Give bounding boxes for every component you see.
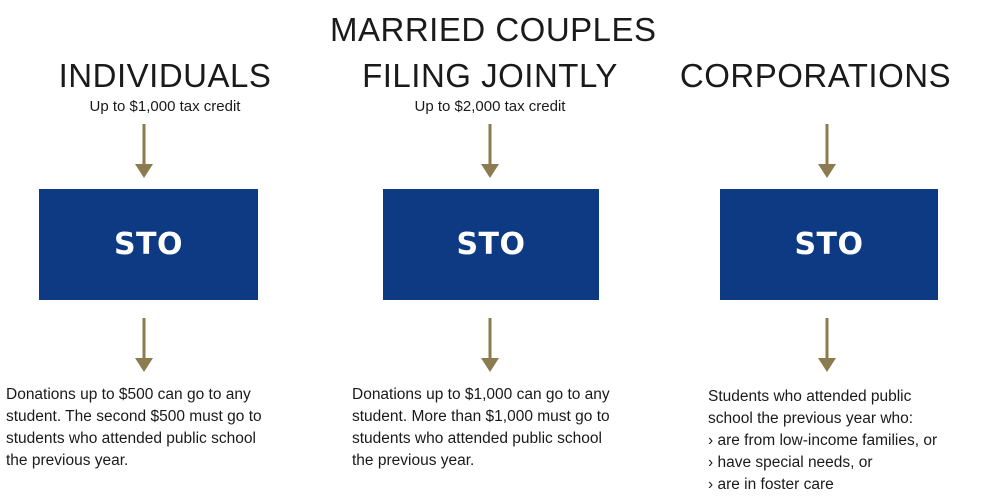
description-line: the previous year. (6, 452, 129, 469)
description-line: the previous year. (352, 452, 475, 469)
married-heading-line: FILING JOINTLY (362, 57, 618, 94)
individuals-heading-line: INDIVIDUALS (58, 57, 272, 94)
arrow-down-icon (132, 318, 156, 374)
description-bullet: › are in foster care (708, 476, 834, 493)
arrow-down-icon (478, 318, 502, 374)
description-bullet: › are from low-income families, or (708, 432, 938, 449)
description-line: Students who attended public (708, 388, 912, 405)
arrow-down-icon (478, 124, 502, 180)
description-line: student. More than $1,000 must go to (352, 408, 610, 425)
arrow-down-icon (815, 124, 839, 180)
married-heading-line: MARRIED COUPLES (330, 11, 657, 48)
description-line: students who attended public school (6, 430, 256, 447)
description-bullet: › have special needs, or (708, 454, 873, 471)
arrow-down-icon (132, 124, 156, 180)
married-description (352, 384, 610, 472)
arrow-down-icon (815, 318, 839, 374)
individuals-heading (0, 56, 330, 96)
corporations-description (708, 386, 937, 496)
corporations-column (650, 0, 981, 500)
sto-label: STO (113, 227, 184, 262)
description-line: student. The second $500 must go to (6, 408, 262, 425)
corporations-heading (650, 56, 981, 96)
individuals-tax-credit: Up to $1,000 tax credit (89, 98, 241, 115)
description-line: students who attended public school (352, 430, 602, 447)
sto-label: STO (456, 227, 526, 262)
married-column (330, 0, 657, 500)
individuals-column (0, 0, 330, 500)
sto-label: STO (794, 227, 864, 262)
description-line: Donations up to $500 can go to any (6, 386, 251, 403)
individuals-sto-box (39, 189, 258, 300)
married-tax-credit: Up to $2,000 tax credit (414, 98, 566, 115)
description-line: school the previous year who: (708, 410, 914, 427)
corporations-sto-box (720, 189, 938, 300)
individuals-description (6, 384, 262, 472)
married-heading (330, 10, 657, 96)
description-line: Donations up to $1,000 can go to any (352, 386, 610, 403)
corporations-heading-line: CORPORATIONS (679, 57, 952, 94)
married-sto-box (383, 189, 599, 300)
